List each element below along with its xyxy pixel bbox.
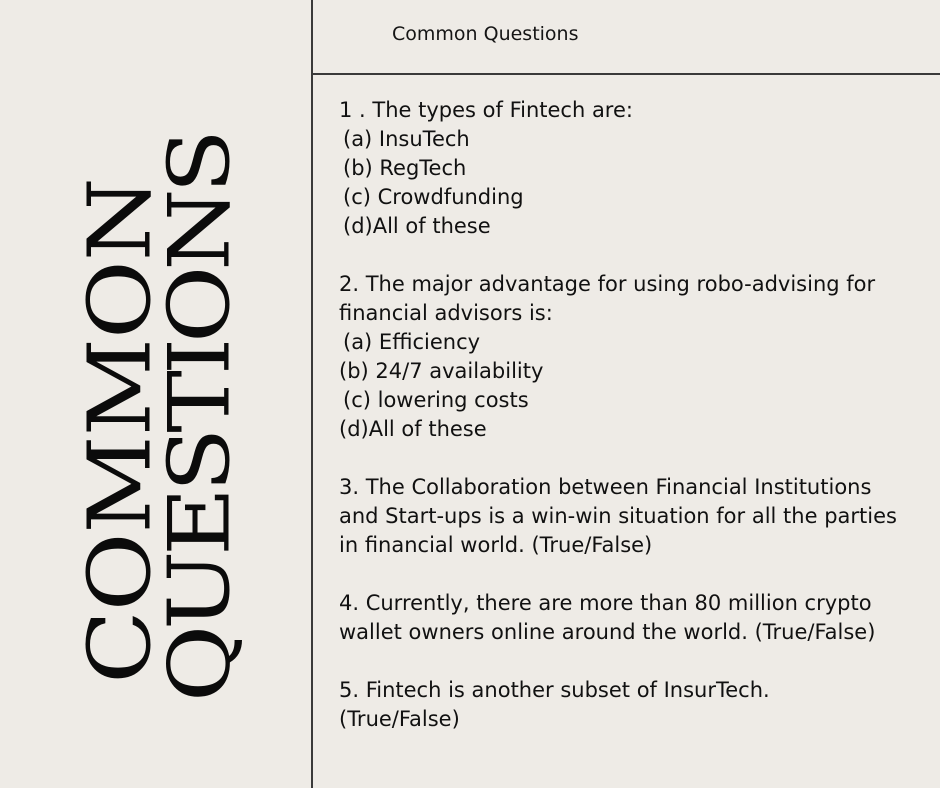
question-text: 1 . The types of Fintech are: xyxy=(339,98,633,122)
question-text: and Start-ups is a win-win situation for all the parties xyxy=(339,504,897,528)
sidebar-panel xyxy=(0,0,311,788)
answer-option-d: (d)All of these xyxy=(343,214,491,238)
question-text: (True/False) xyxy=(339,707,460,731)
header-divider xyxy=(312,73,940,75)
answer-option-d: (d)All of these xyxy=(339,417,487,441)
answer-option-a: (a) Efficiency xyxy=(343,330,481,354)
question-text: 4. Currently, there are more than 80 million crypto xyxy=(339,591,872,615)
question-text: 5. Fintech is another subset of InsurTech. xyxy=(339,678,770,702)
questions-list xyxy=(339,96,937,763)
question-4 xyxy=(339,589,937,647)
page-title: Common Questions xyxy=(392,23,579,45)
vertical-title-line1: COMMON xyxy=(69,178,171,684)
question-text: in financial world. (True/False) xyxy=(339,533,653,557)
vertical-divider xyxy=(311,0,313,788)
question-text: financial advisors is: xyxy=(339,301,553,325)
question-3 xyxy=(339,473,937,560)
question-text: 2. The major advantage for using robo-advising for xyxy=(339,272,876,296)
answer-option-c: (c) lowering costs xyxy=(343,388,529,412)
question-5 xyxy=(339,676,937,734)
answer-option-c: (c) Crowdfunding xyxy=(343,185,524,209)
question-text: wallet owners online around the world. (True/False) xyxy=(339,620,876,644)
question-2 xyxy=(339,270,937,444)
question-1 xyxy=(339,96,937,241)
answer-option-a: (a) InsuTech xyxy=(343,127,470,151)
answer-option-b: (b) 24/7 availability xyxy=(339,359,544,383)
vertical-title-line2: QUESTIONS xyxy=(151,134,250,702)
answer-option-b: (b) RegTech xyxy=(343,156,467,180)
question-text: 3. The Collaboration between Financial Institutions xyxy=(339,475,872,499)
